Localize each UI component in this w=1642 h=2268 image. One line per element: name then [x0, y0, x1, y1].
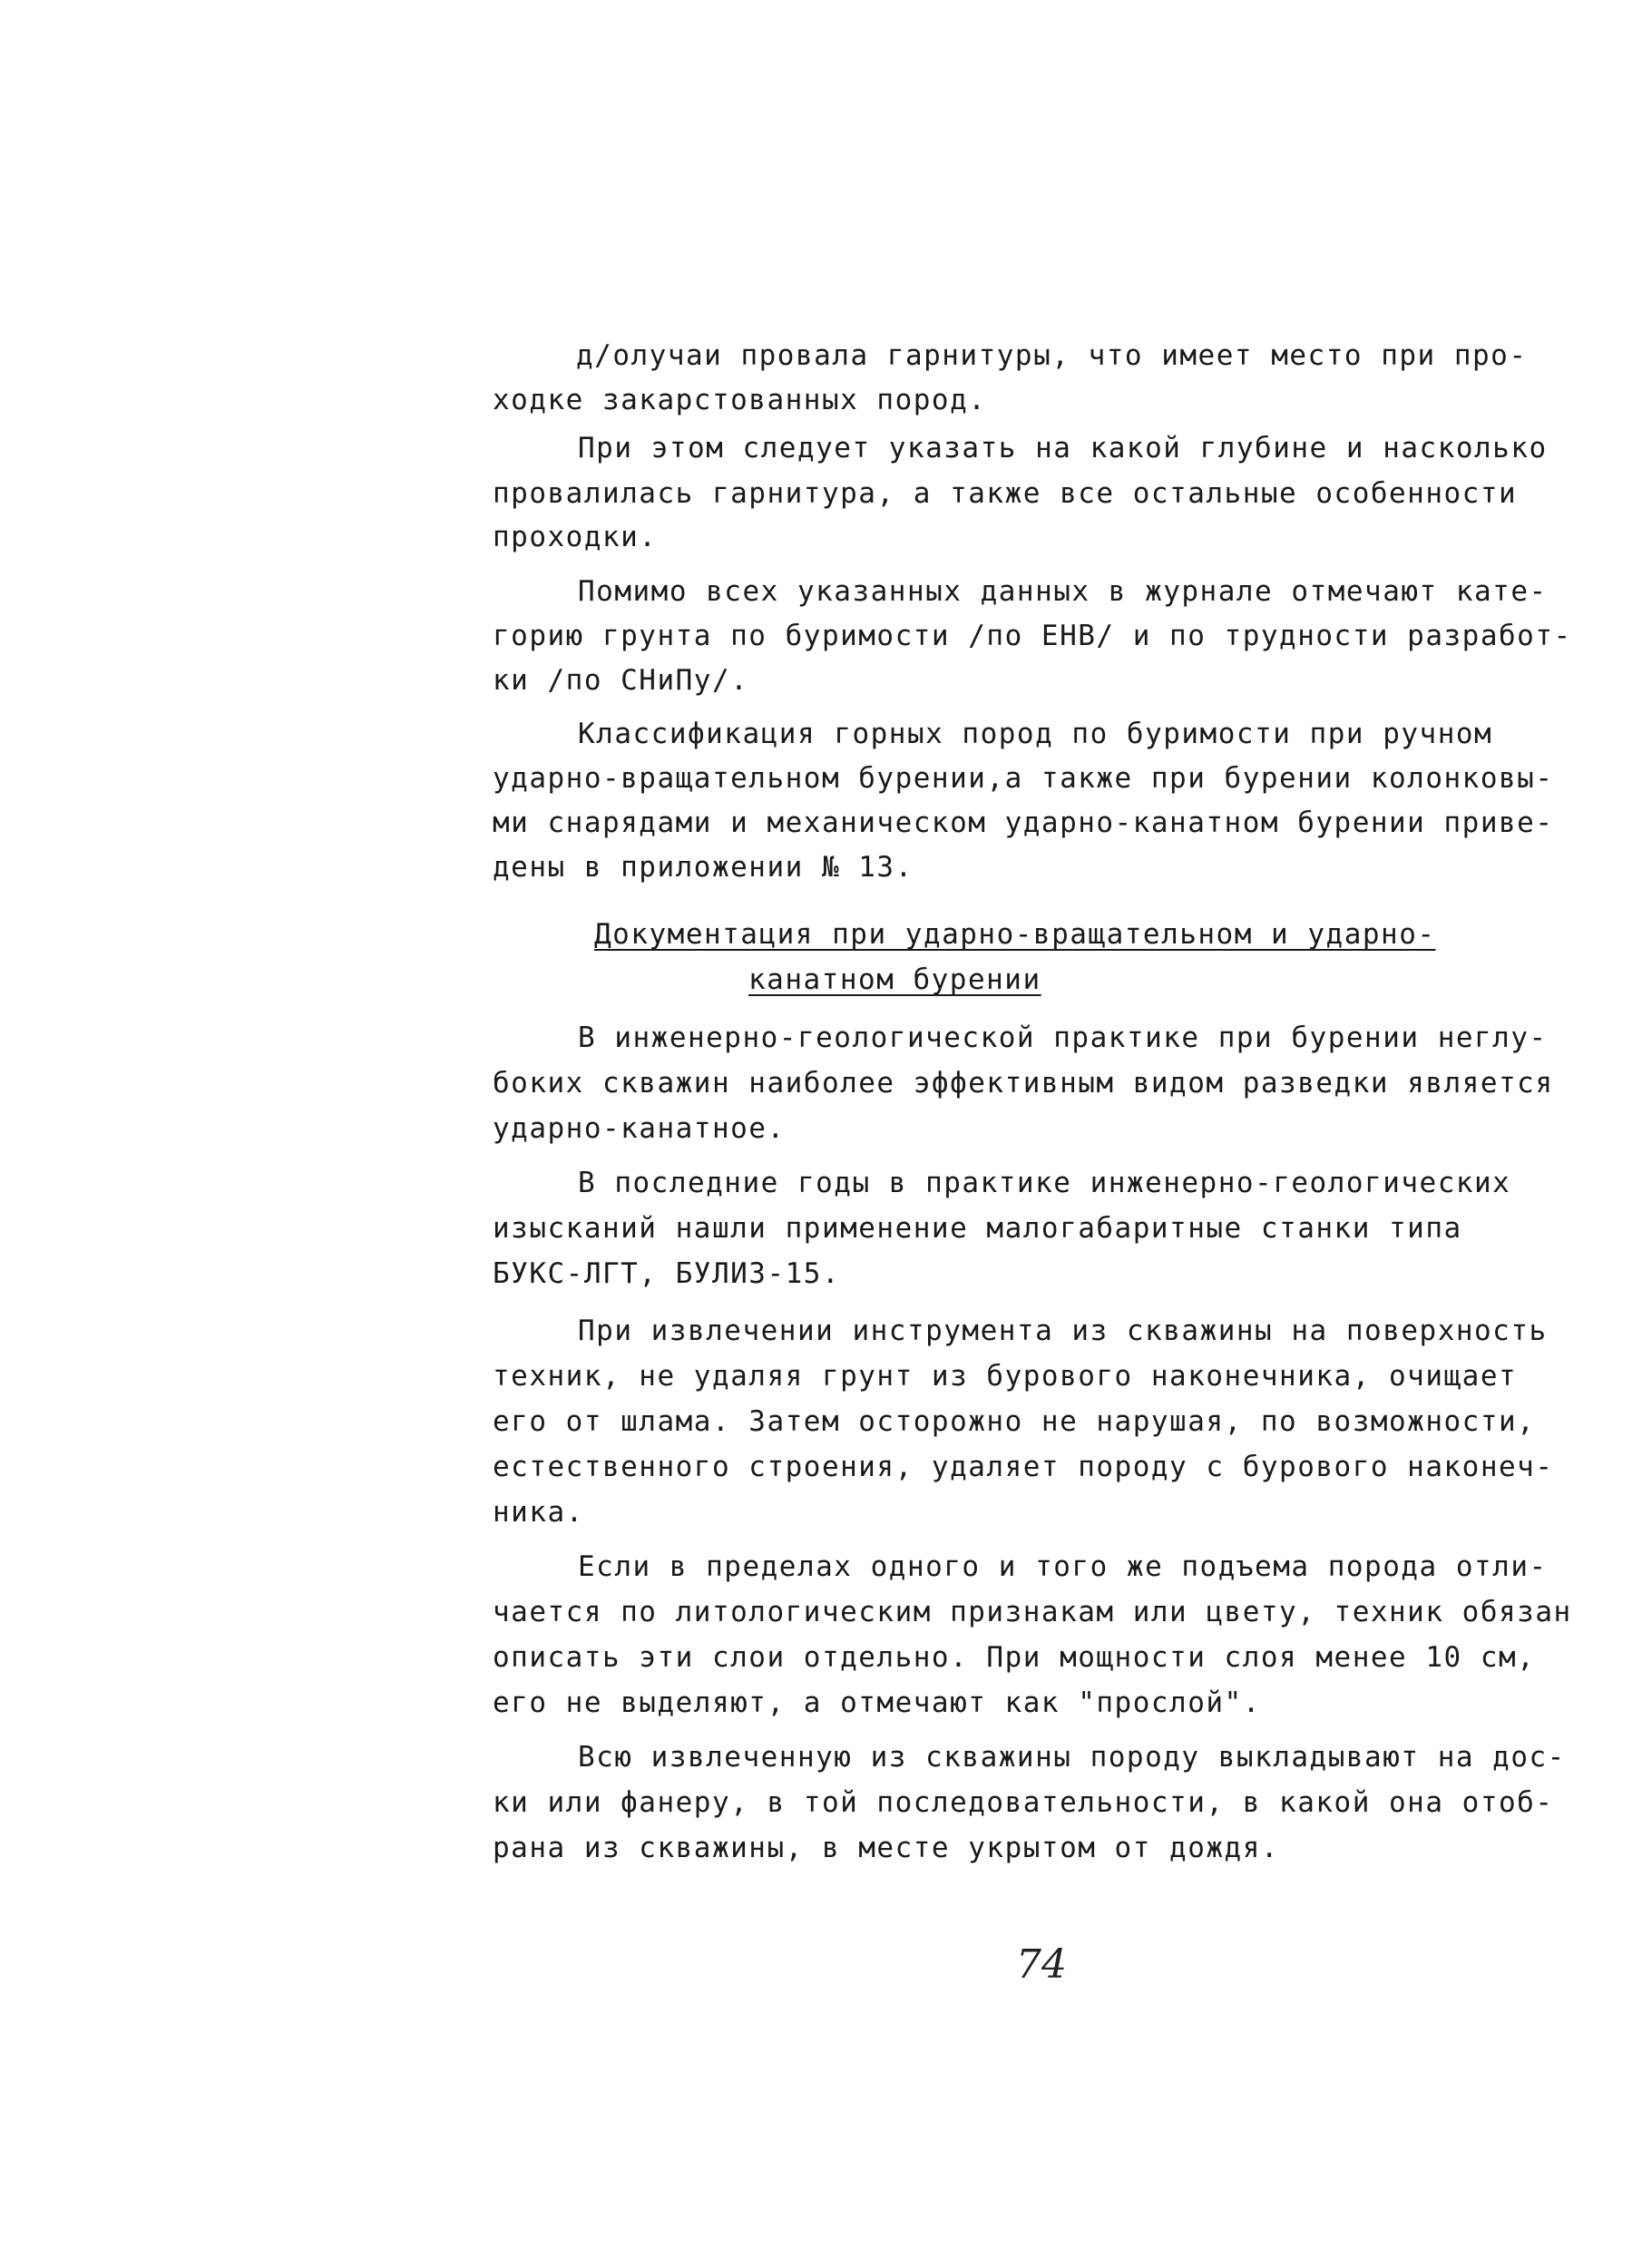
section-heading-line: Документация при ударно-вращательном и ударно-: [594, 918, 1436, 951]
paragraph-line: В инженерно-геологической практике при бурении неглу-: [578, 1022, 1548, 1054]
paragraph-line: ки /по СНиПу/.: [493, 664, 749, 697]
paragraph-line: описать эти слои отдельно. При мощности слоя менее 10 см,: [493, 1641, 1536, 1674]
paragraph-line: БУКС-ЛГТ, БУЛИЗ-15.: [493, 1257, 841, 1290]
paragraph-line: техник, не удаляя грунт из бурового наконечника, очищает: [493, 1360, 1518, 1393]
paragraph-line: ми снарядами и механическом ударно-канатном бурении приве-: [493, 807, 1554, 839]
paragraph-line: ударно-вращательном бурении,а также при бурении колонковы-: [493, 762, 1554, 795]
paragraph-line: ударно-канатное.: [493, 1112, 786, 1145]
page-number: 74: [1016, 1941, 1067, 1988]
paragraph-line: рана из скважины, в месте укрытом от дождя.: [493, 1832, 1280, 1864]
paragraph-line: При этом следует указать на какой глубине и насколько: [578, 432, 1548, 464]
paragraph-line: Классификация горных пород по буримости при ручном: [578, 718, 1493, 750]
paragraph-line: изысканий нашли применение малогабаритные станки типа: [493, 1212, 1462, 1245]
paragraph-line: проходки.: [493, 521, 658, 553]
paragraph-line: Помимо всех указанных данных в журнале отмечают кате-: [578, 575, 1548, 608]
paragraph-line: дены в приложении № 13.: [493, 851, 914, 884]
paragraph-line: ника.: [493, 1496, 584, 1529]
paragraph-line: При извлечении инструмента из скважины на поверхность: [578, 1315, 1548, 1347]
paragraph-line: провалилась гарнитура, а также все остальные особенности: [493, 477, 1518, 510]
paragraph-line: чается по литологическим признакам или цвету, техник обязан: [493, 1596, 1572, 1628]
section-heading-line: канатном бурении: [748, 963, 1041, 996]
paragraph-line: горию грунта по буримости /по ЕНВ/ и по трудности разработ-: [493, 620, 1572, 652]
paragraph-line: Всю извлеченную из скважины породу выкладывают на дос-: [578, 1741, 1566, 1774]
paragraph-line: боких скважин наиболее эффективным видом разведки является: [493, 1067, 1554, 1100]
paragraph-line: его не выделяют, а отмечают как "прослой".: [493, 1686, 1261, 1719]
paragraph-line: д/олучаи провала гарнитуры, что имеет место при про-: [576, 339, 1528, 372]
paragraph-line: его от шлама. Затем осторожно не нарушая, по возможности,: [493, 1405, 1536, 1438]
paragraph-line: ки или фанеру, в той последовательности, в какой она отоб-: [493, 1786, 1554, 1819]
paragraph-line: ходке закарстованных пород.: [493, 384, 987, 416]
paragraph-line: Если в пределах одного и того же подъема порода отли-: [578, 1550, 1548, 1583]
paragraph-line: естественного строения, удаляет породу с бурового наконеч-: [493, 1451, 1554, 1483]
paragraph-line: В последние годы в практике инженерно-геологических: [578, 1167, 1511, 1199]
